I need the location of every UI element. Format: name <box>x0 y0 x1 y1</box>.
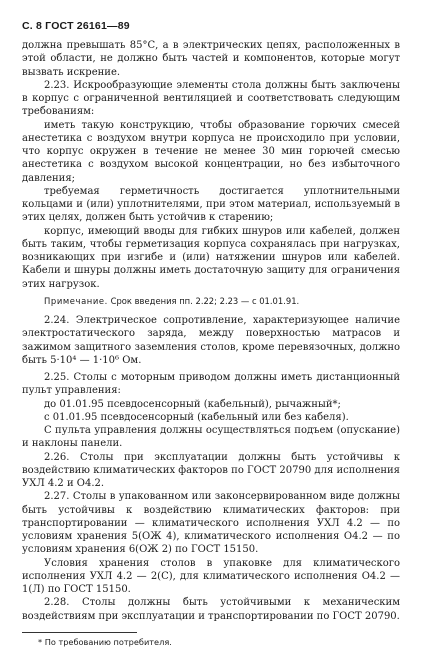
footnote: * По требованию потребителя. <box>38 636 172 647</box>
paragraph-2-23-b: требуемая герметичность достигается уплотнительными кольцами и (или) уплотнителями, при этом материал, используемый в этих целях, должен быть устойчив к старению; <box>22 185 400 224</box>
paragraph-group-1 <box>22 39 400 291</box>
paragraph-2-23-a: иметь такую конструкцию, чтобы образование горючих смесей анестетика с воздухом внутри корпуса не происходило при условии, что корпус окружен в течение не менее 30 мин горючей смесью анестетика с воздухом высокой концентрации, но без избыточного давления; <box>22 119 400 184</box>
paragraph-2-28: 2.28. Столы должны быть устойчивыми к механическим воздействиям при эксплуатации и транспортировании по ГОСТ 20790. <box>22 597 400 622</box>
note-label: Примечание. <box>44 295 108 306</box>
paragraph-continuation: должна превышать 85°С, а в электрических цепях, расположенных в этой области, не должно быть частей и компонентов, которые могут вызвать искрение. <box>22 40 400 78</box>
paragraph-2-27-b: Условия хранения столов в упаковке для климатического исполнения УХЛ 4.2 — 2(С), для климатического исполнения О4.2 — 1(Л) по ГОСТ 15150. <box>22 557 400 595</box>
paragraph-2-25: 2.25. Столы с моторным приводом должны иметь дистанционный пульт управления: <box>22 372 400 397</box>
document-body <box>22 39 400 649</box>
paragraph-2-25-a: до 01.01.95 псевдосенсорный (кабельный), рычажный*; <box>44 398 341 410</box>
paragraph-2-23-c: корпус, имеющий вводы для гибких шнуров или кабелей, должен быть таким, чтобы герметизация корпуса сохранялась при нагрузках, возникающих при изгибе и (или) натяжении шнуров или кабелей. Кабели и шнуры должны иметь достаточную защиту для ограничения этих нагрузок. <box>22 225 400 290</box>
note <box>22 295 400 308</box>
paragraph-2-23: 2.23. Искрообразующие элементы стола должны быть заключены в корпус с ограниченной вентиляцией и соответствовать следующим требованиям: <box>22 79 400 118</box>
paragraph-2-25-c: С пульта управления должны осуществляться подъем (опускание) и наклоны панели. <box>22 425 400 450</box>
paragraph-group-2 <box>22 314 400 623</box>
note-text: Срок введения пп. 2.22; 2.23 — с 01.01.91. <box>107 295 300 306</box>
page-header: С. 8 ГОСТ 26161—89 <box>22 20 130 32</box>
footnote-divider <box>22 632 137 633</box>
paragraph-2-25-b: с 01.01.95 псевдосенсорный (кабельный или без кабеля). <box>44 411 349 423</box>
paragraph-2-26: 2.26. Столы при эксплуатации должны быть устойчивы к воздействию климатических факторов по ГОСТ 20790 для исполнения УХЛ 4.2 и О4.2. <box>22 451 400 489</box>
paragraph-2-27: 2.27. Столы в упакованном или законсервированном виде должны быть устойчивы к воздействию климатических факторов: при транспортировании — климатического исполнения УХЛ 4.2 — по условиям хранения 5(ОЖ 4), климатического исполнения О4.2 — по условиям хранения 6(ОЖ 2) по ГОСТ 15150. <box>22 491 400 556</box>
paragraph-2-24: 2.24. Электрическое сопротивление, характеризующее наличие электростатического заряда, между поверхностью матрасов и зажимом защитного заземления столов, кроме перевязочных, должно быть 5·10⁴ — 1·10⁶ Ом. <box>22 315 400 366</box>
